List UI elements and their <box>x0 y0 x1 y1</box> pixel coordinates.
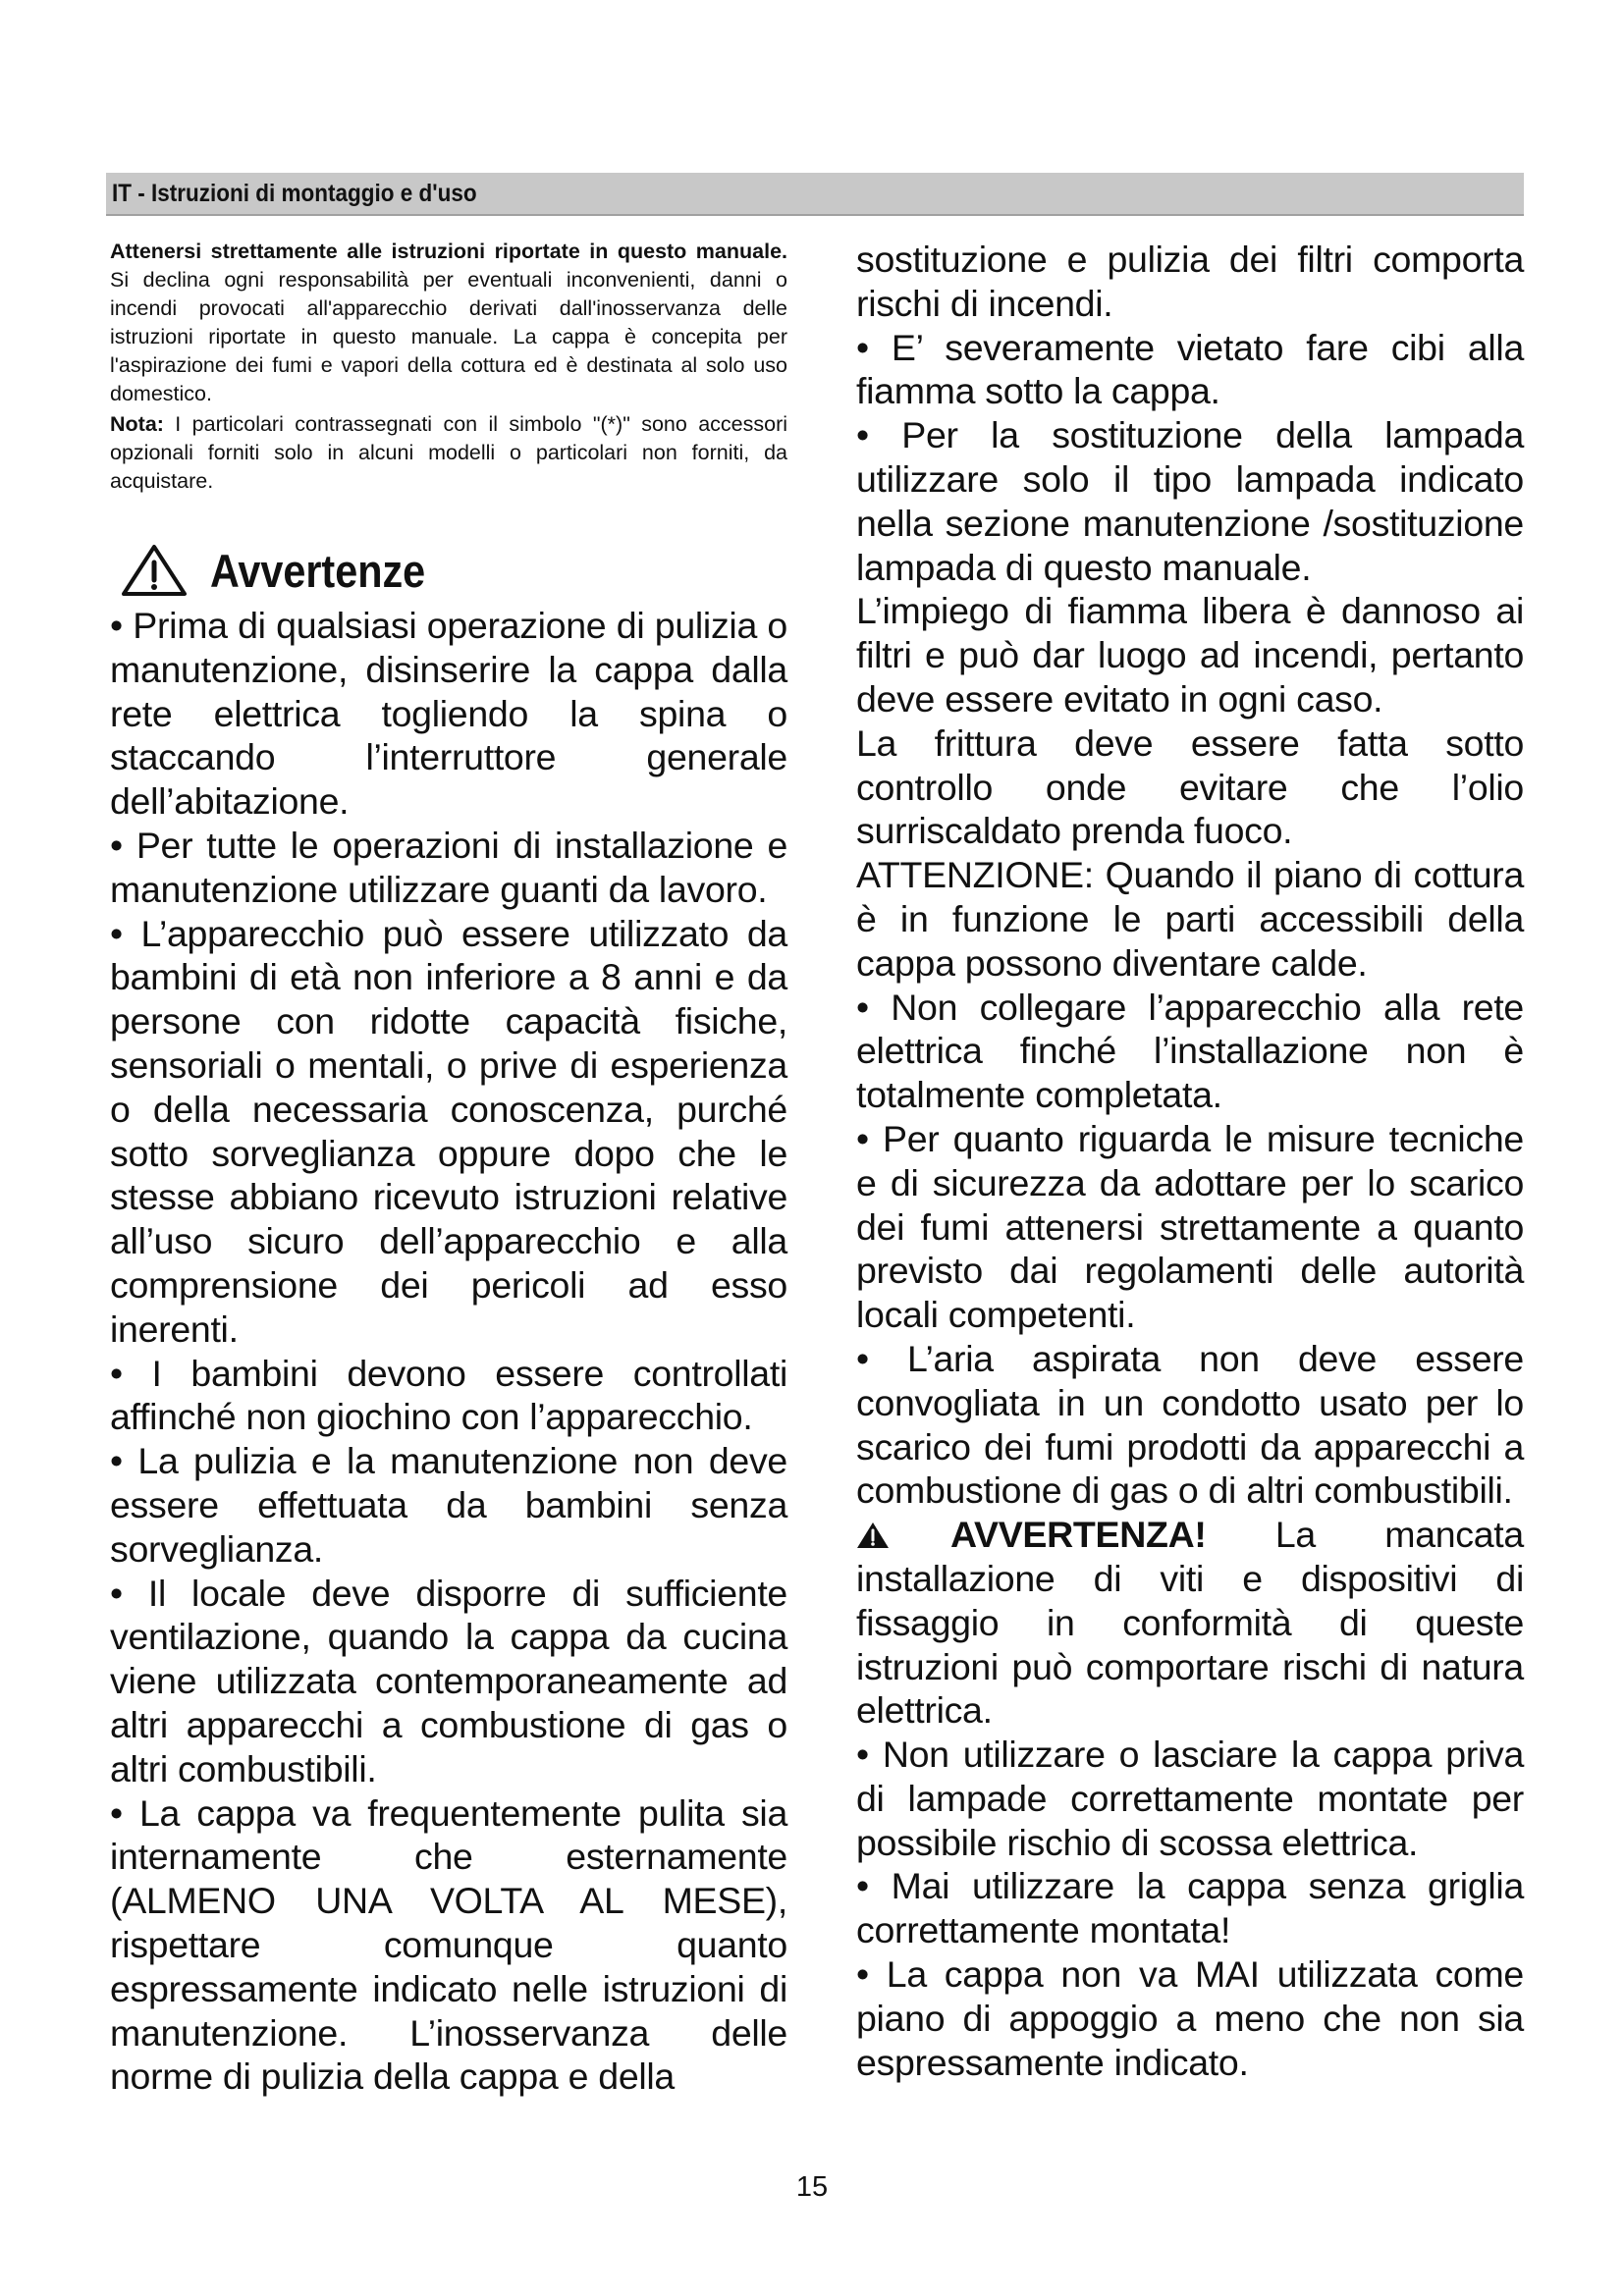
warning-item: • Prima di qualsiasi operazione di pulizia o manutenzione, disinserire la cappa dalla rete elettrica togliendo la spina o staccando l’interruttore generale dell’abitazione. <box>110 605 787 823</box>
warnings-title: Avvertenze <box>210 544 426 597</box>
warning-item: • L’apparecchio può essere utilizzato da bambini di età non inferiore a 8 anni e da persone con ridotte capacità fisiche, sensoriali o mentali, o prive di esperienza o della necessaria conoscenza, purché sotto sorveglianza oppure dopo che le stesse abbiano ricevuto istruzioni relative all’uso sicuro dell’apparecchio e alla comprensione dei pericoli ad esso inerenti. <box>110 912 787 1350</box>
warning-item: • La pulizia e la manutenzione non deve essere effettuata da bambini senza sorveglianza. <box>110 1440 787 1570</box>
warning-item: • E’ severamente vietato fare cibi alla fiamma sotto la cappa. <box>856 326 1524 412</box>
right-body <box>856 238 1524 2084</box>
section-header-bar <box>106 173 1524 216</box>
warning-triangle-icon <box>120 543 189 598</box>
page-number: 15 <box>795 2171 829 2203</box>
intro-bold-lead: Attenersi strettamente alle istruzioni riportate in questo manuale. <box>110 240 787 263</box>
warning-item: La frittura deve essere fatta sotto controllo onde evitare che l’olio surriscaldato prenda fuoco. <box>856 721 1524 852</box>
inline-warning-label: AVVERTENZA! <box>950 1514 1207 1556</box>
note-paragraph <box>110 410 787 496</box>
warning-item: sostituzione e pulizia dei filtri comporta rischi di incendi. <box>856 239 1524 324</box>
left-column <box>110 238 787 2099</box>
intro-text: Si declina ogni responsabilità per eventuali inconvenienti, danni o incendi provocati all'apparecchio derivati dall'inosservanza delle istruzioni riportate in questo manuale. La cappa è concepita per l'aspirazione dei fumi e vapori della cottura ed è destinata al solo uso domestico. <box>110 268 787 405</box>
warning-item: • Per tutte le operazioni di installazione e manutenzione utilizzare guanti da lavoro. <box>110 824 787 910</box>
warning-item: • Per la sostituzione della lampada utilizzare solo il tipo lampada indicato nella sezione manutenzione /sostituzione lampada di questo manuale. <box>856 414 1524 588</box>
warning-item: • Non collegare l’apparecchio alla rete elettrica finché l’installazione non è totalmente completata. <box>856 986 1524 1116</box>
warning-item: • Per quanto riguarda le misure tecniche e di sicurezza da adottare per lo scarico dei fumi attenersi strettamente a quanto previsto dai regolamenti delle autorità locali competenti. <box>856 1117 1524 1336</box>
inline-warning <box>856 1513 1524 1733</box>
warning-item: ATTENZIONE: Quando il piano di cottura è in funzione le parti accessibili della cappa possono diventare calde. <box>856 854 1524 984</box>
inline-warning-text: La mancata installazione di viti e dispositivi di fissaggio in conformità di queste istruzioni può comportare rischi di natura elettrica. <box>856 1514 1524 1732</box>
intro-paragraph <box>110 238 787 408</box>
note-label: Nota: <box>110 412 164 436</box>
warning-item: • La cappa non va MAI utilizzata come piano di appoggio a meno che non sia espressamente indicato. <box>856 1953 1524 2083</box>
right-column <box>856 238 1524 2084</box>
warning-item: • La cappa va frequentemente pulita sia internamente che esternamente (ALMENO UNA VOLTA AL MESE), rispettare comunque quanto espressamente indicato nelle istruzioni di manutenzione. L’inosservanza delle norme di pulizia della cappa e della <box>110 1791 787 2098</box>
warnings-heading <box>120 543 787 598</box>
warning-item: • I bambini devono essere controllati affinché non giochino con l’apparecchio. <box>110 1352 787 1438</box>
note-text: I particolari contrassegnati con il simbolo "(*)" sono accessori opzionali forniti solo in alcuni modelli o particolari non forniti, da acquistare. <box>110 412 787 493</box>
warning-item: • Non utilizzare o lasciare la cappa priva di lampade correttamente montate per possibile rischio di scossa elettrica. <box>856 1734 1524 1863</box>
warning-item: L’impiego di fiamma libera è dannoso ai filtri e può dar luogo ad incendi, pertanto deve essere evitato in ogni caso. <box>856 590 1524 720</box>
left-body <box>110 604 787 2099</box>
warning-item: • L’aria aspirata non deve essere convogliata in un condotto usato per lo scarico dei fumi prodotti da apparecchi a combustione di gas o di altri combustibili. <box>856 1337 1524 1512</box>
warning-item: • Mai utilizzare la cappa senza griglia correttamente montata! <box>856 1865 1524 1951</box>
warning-item: • Il locale deve disporre di sufficiente ventilazione, quando la cappa da cucina viene utilizzata contemporaneamente ad altri apparecchi a combustione di gas o altri combustibili. <box>110 1572 787 1789</box>
warning-filled-icon <box>856 1522 890 1549</box>
section-title: IT - Istruzioni di montaggio e d'uso <box>112 179 477 207</box>
